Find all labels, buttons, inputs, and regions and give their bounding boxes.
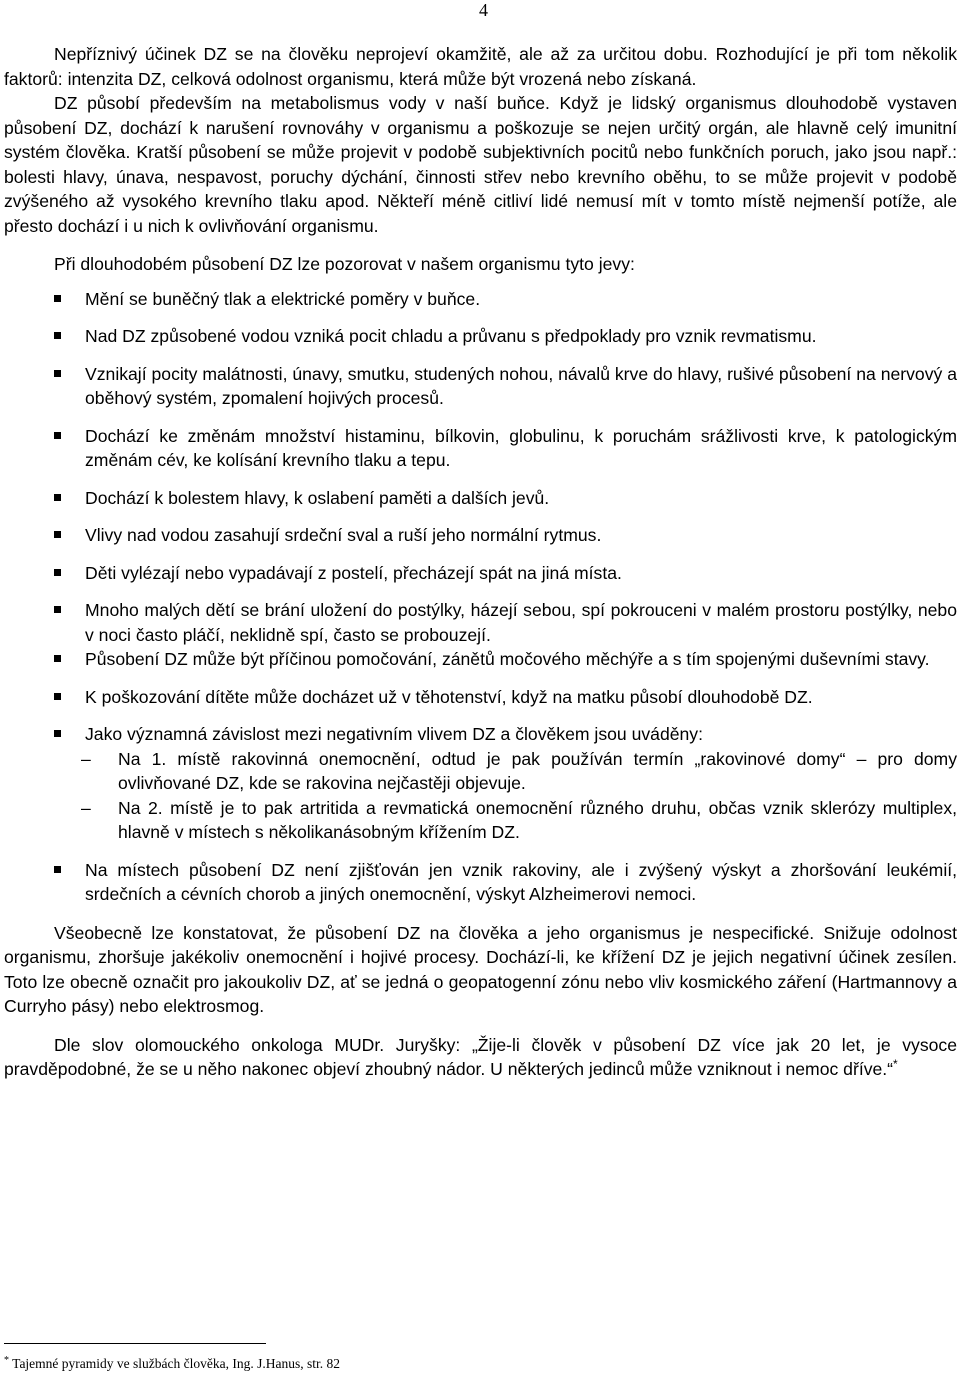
footnote-text: Tajemné pyramidy ve službách člověka, Ing. J.Hanus, str. 82: [12, 1356, 340, 1371]
document-body: [4, 42, 957, 1082]
sublist-item: – Na 1. místě rakovinná onemocnění, odtud je pak používán termín „rakovinové domy“ – pro domy ovlivňované DZ, kde se rakovina nejčastěji objevuje.: [81, 748, 957, 793]
list-item: K poškozování dítěte může docházet už v těhotenství, když na matku působí dlouhodobě DZ.: [4, 685, 957, 710]
sublist-item: – Na 2. místě je to pak artritida a revmatická onemocnění různého druhu, občas vznik sklerózy multiplex, hlavně v místech s několikanásobným křížením DZ.: [81, 797, 957, 842]
paragraph-metabolism: DZ působí především na metabolismus vody v naší buňce. Když je lidský organismus dlouhodobě vystaven působení DZ, dochází k narušení rovnováhy v organismu a poškozuje se nejen určitý orgán, ale hlavně celý imunitní systém člověka. Kratší působení se může projevit v podobě subjektivních pocitů nebo funkčních poruch, jako jsou např.: bolesti hlavy, únava, nespavost, poruchy dýchání, činnosti střev nebo krevního oběhu, to se může projevit v podobě zvýšeného až vysokého krevního tlaku apod. Někteří méně citliví lidé nemusí mít v tomto místě nejmenší potíže, ale přesto dochází i u nich k ovlivňování organismu.: [4, 93, 957, 236]
list-item: Děti vylézají nebo vypadávají z postelí, přecházejí spát na jiná místa.: [4, 561, 957, 586]
square-bullet-icon: [54, 606, 61, 613]
paragraph-conclusion: Všeobecně lze konstatovat, že působení DZ na člověka a jeho organismus je nespecifické. Snižuje odolnost organismu, zhoršuje jakékoliv onemocnění i hojivé procesy. Dochází-li, ke křížení DZ je jejich negativní účinek zesílen. Toto lze obecně označit pro jakoukoliv DZ, ať se jedná o geopatogenní zónu nebo vliv kosmického záření (Hartmannovy a Curryho pásy) nebo elektrosmog.: [4, 922, 957, 1016]
square-bullet-icon: [54, 370, 61, 377]
square-bullet-icon: [54, 655, 61, 662]
list-intro: Při dlouhodobém působení DZ lze pozorovat v našem organismu tyto jevy:: [54, 254, 635, 274]
square-bullet-icon: [54, 866, 61, 873]
list-item: Mění se buněčný tlak a elektrické poměry v buňce.: [4, 287, 957, 312]
list-item: Dochází k bolestem hlavy, k oslabení paměti a dalších jevů.: [4, 486, 957, 511]
square-bullet-icon: [54, 693, 61, 700]
ranking-sublist: [81, 747, 957, 845]
list-item: Mnoho malých dětí se brání uložení do postýlky, házejí sebou, spí pokrouceni v malém prostoru postýlky, nebo v noci často pláčí, neklidně spí, často se probouzejí.: [4, 598, 957, 647]
list-item: Nad DZ způsobené vodou vzniká pocit chladu a průvanu s předpoklady pro vznik revmatismu.: [4, 324, 957, 349]
square-bullet-icon: [54, 295, 61, 302]
list-item: Jako významná závislost mezi negativním vlivem DZ a člověkem jsou uváděny: – Na 1. místě rakovinná onemocnění, odtud je pak používán termín „rakovinové domy“ – pro domy ovlivňované DZ, kde se rakovina nejčastěji objevuje. – Na 2. místě je to pak artritida a revmatická onemocnění různého druhu, občas vznik sklerózy multiplex, hlavně v místech s několikanásobným křížením DZ.: [4, 722, 957, 845]
dash-marker: –: [81, 797, 91, 818]
list-item: Dochází ke změnám množství histaminu, bílkovin, globulinu, k poruchám srážlivosti krve, k patologickým změnám cév, ke kolísání krevního tlaku a tepu.: [4, 424, 957, 473]
footnote-reference: *: [893, 1057, 898, 1071]
square-bullet-icon: [54, 531, 61, 538]
footnote-mark: *: [4, 1355, 9, 1366]
list-item: Působení DZ může být příčinou pomočování, zánětů močového měchýře a s tím spojenými duševními stavy.: [4, 647, 957, 672]
page-number: 4: [479, 0, 488, 20]
footnote: [4, 1355, 340, 1373]
dash-marker: –: [81, 748, 91, 769]
list-item: Vznikají pocity malátnosti, únavy, smutku, studených nohou, návalů krve do hlavy, rušivé působení na nervový a oběhový systém, zpomalení hojivých procesů.: [4, 362, 957, 411]
paragraph-quote: Dle slov olomouckého onkologa MUDr. Juryšky: „Žije-li člověk v působení DZ více jak 20 let, je vysoce pravděpodobné, že se u něho nakonec objeví zhoubný nádor. U některých jedinců může vzniknout i nemoc dříve.“*: [4, 1034, 957, 1079]
list-item: Na místech působení DZ není zjišťován jen vznik rakoviny, ale i zvýšený výskyt a zhoršování leukémií, srdečních a cévních chorob a jiných onemocnění, výskyt Alzheimerovi nemoci.: [4, 858, 957, 907]
effects-list: [4, 287, 957, 907]
list-item: Vlivy nad vodou zasahují srdeční sval a ruší jeho normální rytmus.: [4, 523, 957, 548]
square-bullet-icon: [54, 494, 61, 501]
square-bullet-icon: [54, 569, 61, 576]
square-bullet-icon: [54, 432, 61, 439]
square-bullet-icon: [54, 730, 61, 737]
footnote-divider: [4, 1343, 266, 1344]
paragraph-intro: Nepříznivý účinek DZ se na člověku neprojeví okamžitě, ale až za určitou dobu. Rozhodující je při tom několik faktorů: intenzita DZ, celková odolnost organismu, která může být vrozená nebo získaná.: [4, 44, 957, 89]
square-bullet-icon: [54, 332, 61, 339]
